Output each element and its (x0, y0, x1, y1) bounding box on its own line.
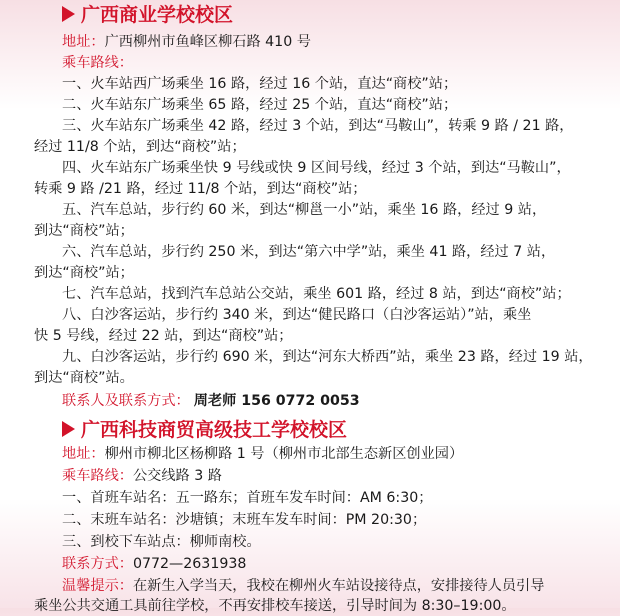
address-label: 地址： (62, 34, 105, 50)
triangle-bullet-icon (62, 421, 75, 437)
section2-title (62, 418, 347, 442)
routes-value: 公交线路 3 路 (132, 468, 222, 484)
section2-title-text: 广西科技商贸高级技工学校校区 (81, 419, 348, 441)
contact-label: 联系人及联系方式： (62, 393, 190, 409)
route-line: 三、火车站东广场乘坐 42 路，经过 3 个站，到达“马鞍山”，转乘 9 路 / 21 路， (62, 118, 574, 134)
section2-contact (62, 554, 246, 574)
contact-label: 联系方式： (62, 556, 133, 572)
tip-text: 在新生入学当天，我校在柳州火车站设接待点，安排接待人员引导 (132, 578, 545, 594)
route-line: 一、火车站西广场乘坐 16 路，经过 16 个站，直达“商校”站； (62, 76, 458, 92)
tip-label: 温馨提示： (62, 578, 133, 594)
route-line: 转乘 9 路 /21 路，经过 11/8 个站，到达“商校”站； (34, 181, 367, 197)
address-value: 广西柳州市鱼峰区柳石路 410 号 (104, 34, 311, 50)
routes-label: 乘车路线： (62, 55, 133, 71)
route-line: 四、火车站东广场乘坐快 9 号线或快 9 区间号线，经过 3 个站，到达“马鞍山”， (62, 160, 571, 176)
route-line: 二、火车站东广场乘坐 65 路，经过 25 个站，直达“商校”站； (62, 97, 458, 113)
route-line: 经过 11/8 个站，到达“商校”站； (34, 139, 246, 155)
route-line: 五、汽车总站，步行约 60 米，到达“柳邕一小”站，乘坐 16 路，经过 9 站， (62, 202, 547, 218)
triangle-bullet-icon (62, 6, 75, 22)
address-label: 地址： (62, 446, 105, 462)
route-line: 一、首班车站名：五一路东；首班车发车时间：AM 6:30； (62, 490, 433, 506)
route-line: 到达“商校”站； (34, 265, 134, 281)
route-line: 到达“商校”站。 (34, 370, 134, 386)
route-line: 七、汽车总站，找到汽车总站公交站，乘坐 601 路，经过 8 站，到达“商校”站； (62, 286, 571, 302)
section2-address (62, 444, 463, 464)
contact-value: 周老师 156 0772 0053 (193, 393, 360, 409)
route-line: 九、白沙客运站，步行约 690 米，到达“河东大桥西”站，乘坐 23 路，经过 19 站， (62, 349, 593, 365)
section2-tip (62, 576, 544, 596)
section1-contact (62, 391, 360, 411)
route-line: 到达“商校”站； (34, 223, 134, 239)
section1-title-text: 广西商业学校校区 (81, 4, 234, 26)
route-line: 八、白沙客运站，步行约 340 米，到达“健民路口（白沙客运站）”站，乘坐 (62, 307, 532, 323)
section1-address (62, 32, 311, 52)
route-line: 快 5 号线，经过 22 站，到达“商校”站； (34, 328, 293, 344)
route-line: 六、汽车总站，步行约 250 米，到达“第六中学”站，乘坐 41 路，经过 7 站， (62, 244, 556, 260)
route-line: 二、末班车站名：沙塘镇；末班车发车时间：PM 20:30； (62, 512, 427, 528)
address-value: 柳州市柳北区杨柳路 1 号（柳州市北部生态新区创业园） (104, 446, 464, 462)
tip-text-continued: 乘坐公共交通工具前往学校，不再安排校车接送，引导时间为 8:30–19:00。 (34, 598, 516, 614)
section2-routes (62, 466, 222, 486)
contact-value: 0772—2631938 (132, 556, 247, 572)
route-line: 三、到校下车站点：柳师南校。 (62, 534, 261, 550)
routes-label: 乘车路线： (62, 468, 133, 484)
section1-title (62, 3, 233, 27)
